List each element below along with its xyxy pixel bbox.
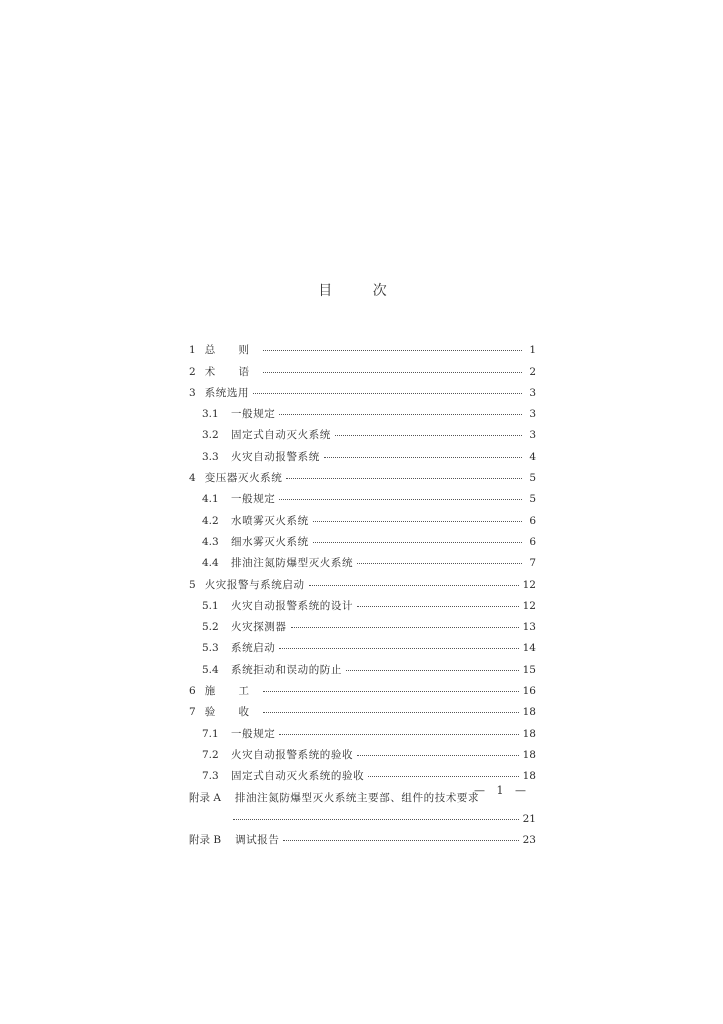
toc-entry-page: 6 — [529, 514, 536, 527]
toc-entry[interactable] — [189, 718, 536, 739]
toc-entry[interactable] — [189, 505, 536, 526]
toc-entry-number: 3.1 — [202, 408, 219, 421]
toc-appendix-label: 排油注氮防爆型灭火系统主要部、组件的技术要求 — [234, 791, 480, 804]
toc-entry-number: 5.2 — [202, 621, 219, 634]
toc-entry-page: 18 — [522, 727, 536, 740]
toc-entry-number: 4 — [189, 472, 196, 485]
toc-entry-page: 18 — [522, 706, 536, 719]
dot-leader — [357, 606, 519, 607]
toc-entry-page: 4 — [529, 450, 536, 463]
toc-entry[interactable] — [189, 335, 536, 356]
dot-leader — [279, 414, 522, 415]
dot-leader — [283, 840, 518, 841]
toc-appendix-number: 附录 B — [189, 834, 222, 847]
toc-appendix-page: 23 — [522, 834, 536, 847]
toc-entry-page: 18 — [522, 748, 536, 761]
toc-appendix-entry[interactable] — [189, 825, 536, 846]
toc-entry[interactable] — [189, 484, 536, 505]
toc-entry-label: 术 语 — [204, 365, 260, 378]
dot-leader — [309, 585, 519, 586]
toc-appendix-continuation — [189, 804, 536, 825]
toc-entry-number: 5 — [189, 578, 196, 591]
dot-leader — [263, 712, 519, 713]
toc-entry-label: 一般规定 — [231, 493, 276, 506]
toc-entry-number: 7 — [189, 706, 196, 719]
toc-entry-label: 变压器灭火系统 — [204, 472, 283, 485]
toc-entry-label: 排油注氮防爆型灭火系统 — [231, 557, 354, 570]
dot-leader — [368, 776, 518, 777]
dot-leader — [253, 393, 522, 394]
toc-entry-number: 5.4 — [202, 663, 219, 676]
dot-leader — [357, 563, 522, 564]
dot-leader — [313, 521, 522, 522]
dot-leader — [263, 691, 519, 692]
dot-leader — [233, 819, 519, 820]
toc-entry[interactable] — [189, 654, 536, 675]
toc-entry-number: 1 — [189, 344, 196, 357]
dot-leader — [324, 457, 522, 458]
toc-entry-number: 4.1 — [202, 493, 219, 506]
page-folio: — 1 — — [474, 784, 530, 797]
toc-entry[interactable] — [189, 378, 536, 399]
toc-entry-page: 13 — [522, 621, 536, 634]
toc-entry-label: 系统启动 — [231, 642, 276, 655]
toc-entry[interactable] — [189, 633, 536, 654]
toc-entry-number: 4.3 — [202, 535, 219, 548]
dot-leader — [357, 755, 519, 756]
toc-entry-page: 2 — [529, 365, 536, 378]
toc-entry[interactable] — [189, 356, 536, 377]
toc-entry-label: 火灾自动报警系统的设计 — [231, 599, 354, 612]
toc-entry-label: 施 工 — [204, 685, 260, 698]
toc-entry[interactable] — [189, 761, 536, 782]
toc-entry[interactable] — [189, 697, 536, 718]
toc-entry-label: 火灾自动报警系统的验收 — [231, 748, 354, 761]
dot-leader — [279, 734, 518, 735]
toc-entry-page: 3 — [529, 429, 536, 442]
toc-entry-page: 3 — [529, 386, 536, 399]
toc-entry-label: 系统选用 — [204, 386, 250, 399]
toc-entry-number: 2 — [189, 365, 196, 378]
dot-leader — [263, 372, 522, 373]
toc-entry-label: 一般规定 — [231, 408, 276, 421]
toc-entry-label: 验 收 — [204, 706, 260, 719]
toc-entry-label: 固定式自动灭火系统 — [231, 429, 331, 442]
toc-entry-page: 5 — [529, 472, 536, 485]
toc-entry-number: 7.2 — [202, 748, 219, 761]
toc-entry-number: 4.2 — [202, 514, 219, 527]
toc-entry-label: 一般规定 — [231, 727, 276, 740]
toc-entry-page: 1 — [529, 344, 536, 357]
dot-leader — [286, 478, 522, 479]
toc-entry[interactable] — [189, 569, 536, 590]
toc-entry[interactable] — [189, 420, 536, 441]
toc-entry-label: 火灾自动报警系统 — [231, 450, 320, 463]
toc-entry-label: 水喷雾灭火系统 — [231, 514, 309, 527]
toc-entry-page: 7 — [529, 557, 536, 570]
dot-leader — [291, 627, 519, 628]
toc-entry[interactable] — [189, 591, 536, 612]
dot-leader — [279, 499, 522, 500]
toc-entry[interactable] — [189, 612, 536, 633]
dot-leader — [335, 435, 522, 436]
toc-entry-number: 7.3 — [202, 770, 219, 783]
toc-entry-number: 3.3 — [202, 450, 219, 463]
dot-leader — [279, 648, 518, 649]
toc-entry[interactable] — [189, 548, 536, 569]
toc-entry[interactable] — [189, 676, 536, 697]
toc-appendix-label: 调试报告 — [235, 834, 280, 847]
toc-entry-label: 细水雾灭火系统 — [231, 535, 309, 548]
toc-entry[interactable] — [189, 527, 536, 548]
toc-entry-page: 16 — [522, 685, 536, 698]
dot-leader — [313, 542, 522, 543]
toc-entry-page: 14 — [522, 642, 536, 655]
toc-appendix-page: 21 — [522, 812, 536, 825]
toc-entry-number: 3 — [189, 386, 196, 399]
toc-entry-page: 6 — [529, 535, 536, 548]
toc-entry-page: 18 — [522, 770, 536, 783]
toc-title: 目 次 — [318, 283, 405, 299]
toc-appendix-number: 附录 A — [189, 791, 221, 804]
toc-entry-number: 7.1 — [202, 727, 219, 740]
toc-entry-number: 6 — [189, 685, 196, 698]
toc-entry-label: 火灾报警与系统启动 — [204, 578, 305, 591]
toc-entry-page: 5 — [529, 493, 536, 506]
dot-leader — [263, 350, 522, 351]
toc-entry-label: 系统拒动和误动的防止 — [231, 663, 342, 676]
toc-entry-number: 3.2 — [202, 429, 219, 442]
toc-entry-label: 火灾探测器 — [231, 621, 287, 634]
table-of-contents — [189, 335, 536, 846]
toc-entry[interactable] — [189, 399, 536, 420]
toc-entry-page: 12 — [522, 599, 536, 612]
toc-entry-number: 5.3 — [202, 642, 219, 655]
toc-entry-number: 4.4 — [202, 557, 219, 570]
toc-entry-label: 总 则 — [204, 344, 260, 357]
toc-entry[interactable] — [189, 740, 536, 761]
toc-entry-page: 3 — [529, 408, 536, 421]
toc-entry-page: 12 — [522, 578, 536, 591]
toc-entry[interactable] — [189, 441, 536, 462]
toc-entry[interactable] — [189, 463, 536, 484]
dot-leader — [346, 670, 519, 671]
toc-entry-number: 5.1 — [202, 599, 219, 612]
toc-entry-page: 15 — [522, 663, 536, 676]
toc-entry-label: 固定式自动灭火系统的验收 — [231, 770, 365, 783]
